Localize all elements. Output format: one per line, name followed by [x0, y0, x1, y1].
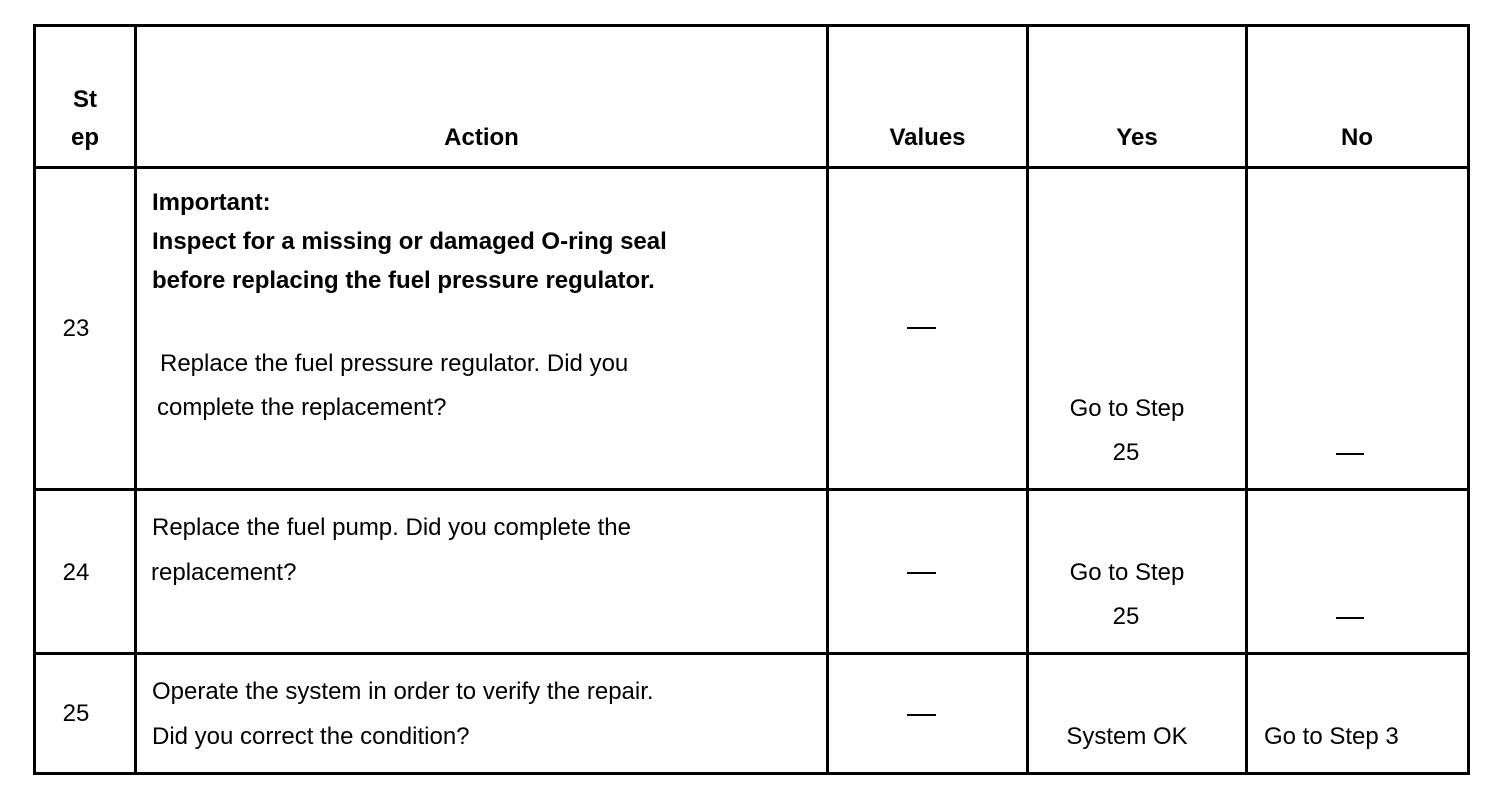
header-action: Action	[444, 124, 519, 151]
yes-target-line1: Go to Step	[1069, 395, 1185, 422]
header-step-line1: St	[73, 86, 97, 113]
row-divider	[33, 488, 1470, 491]
value-dash	[907, 714, 936, 716]
action-text-line1: Replace the fuel pressure regulator. Did you	[160, 350, 629, 377]
row-divider	[33, 652, 1470, 655]
action-text-line1: Replace the fuel pump. Did you complete the	[152, 514, 631, 541]
no-dash	[1336, 617, 1364, 619]
value-dash	[907, 572, 936, 574]
yes-target-line2: 25	[1112, 603, 1140, 630]
value-dash	[907, 327, 936, 329]
step-number: 24	[62, 559, 90, 586]
header-no: No	[1341, 124, 1373, 151]
no-target: Go to Step 3	[1264, 723, 1399, 750]
header-values: Values	[889, 124, 966, 151]
action-text-line1: Operate the system in order to verify the repair.	[152, 678, 654, 705]
yes-target-line1: Go to Step	[1069, 559, 1185, 586]
yes-target: System OK	[1066, 723, 1188, 750]
step-number: 25	[62, 700, 90, 727]
header-step-line2: ep	[70, 124, 99, 151]
action-text-line2: Did you correct the condition?	[152, 723, 470, 750]
no-dash	[1336, 453, 1364, 455]
step-number: 23	[62, 315, 90, 342]
header-yes: Yes	[1116, 124, 1158, 151]
action-text-line2: complete the replacement?	[157, 394, 447, 421]
row-divider	[33, 166, 1470, 169]
yes-target-line2: 25	[1112, 439, 1140, 466]
important-label: Important:	[152, 189, 271, 216]
important-note-line1: Inspect for a missing or damaged O-ring seal	[152, 228, 667, 255]
action-text-line2: replacement?	[151, 559, 297, 586]
important-note-line2: before replacing the fuel pressure regulator.	[152, 267, 655, 294]
